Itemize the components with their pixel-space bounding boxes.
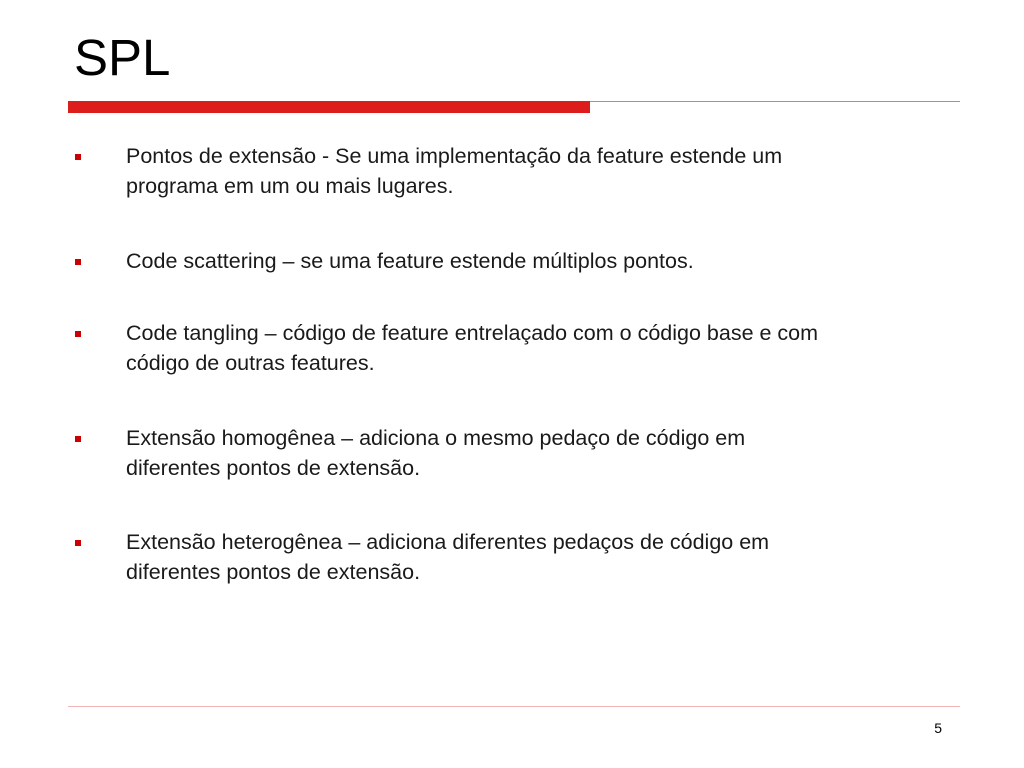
bullet-line: Code tangling – código de feature entrelaçado com o código base e com (126, 321, 819, 345)
bullet-line: diferentes pontos de extensão. (126, 456, 421, 480)
square-bullet-icon (75, 259, 81, 265)
bullet-line: Pontos de extensão - Se uma implementação da feature estende um (126, 144, 783, 168)
square-bullet-icon (75, 436, 81, 442)
bullet-text (126, 141, 956, 201)
bullet-text (126, 246, 956, 276)
title-underline-accent (68, 101, 590, 113)
square-bullet-icon (75, 154, 81, 160)
bullet-line: Code scattering – se uma feature estende múltiplos pontos. (126, 249, 694, 273)
bullet-line: programa em um ou mais lugares. (126, 174, 454, 198)
slide-title: SPL (74, 29, 171, 86)
title-underline-thin (590, 101, 960, 102)
bullet-line: Extensão homogênea – adiciona o mesmo pedaço de código em (126, 426, 746, 450)
square-bullet-icon (75, 540, 81, 546)
bullet-line: código de outras features. (126, 351, 375, 375)
bullet-text (126, 318, 956, 378)
square-bullet-icon (75, 331, 81, 337)
page-number: 5 (934, 720, 942, 736)
bullet-text (126, 423, 956, 483)
bullet-line: Extensão heterogênea – adiciona diferentes pedaços de código em (126, 530, 770, 554)
bullet-text (126, 527, 956, 587)
footer-divider (68, 706, 960, 707)
bullet-line: diferentes pontos de extensão. (126, 560, 421, 584)
